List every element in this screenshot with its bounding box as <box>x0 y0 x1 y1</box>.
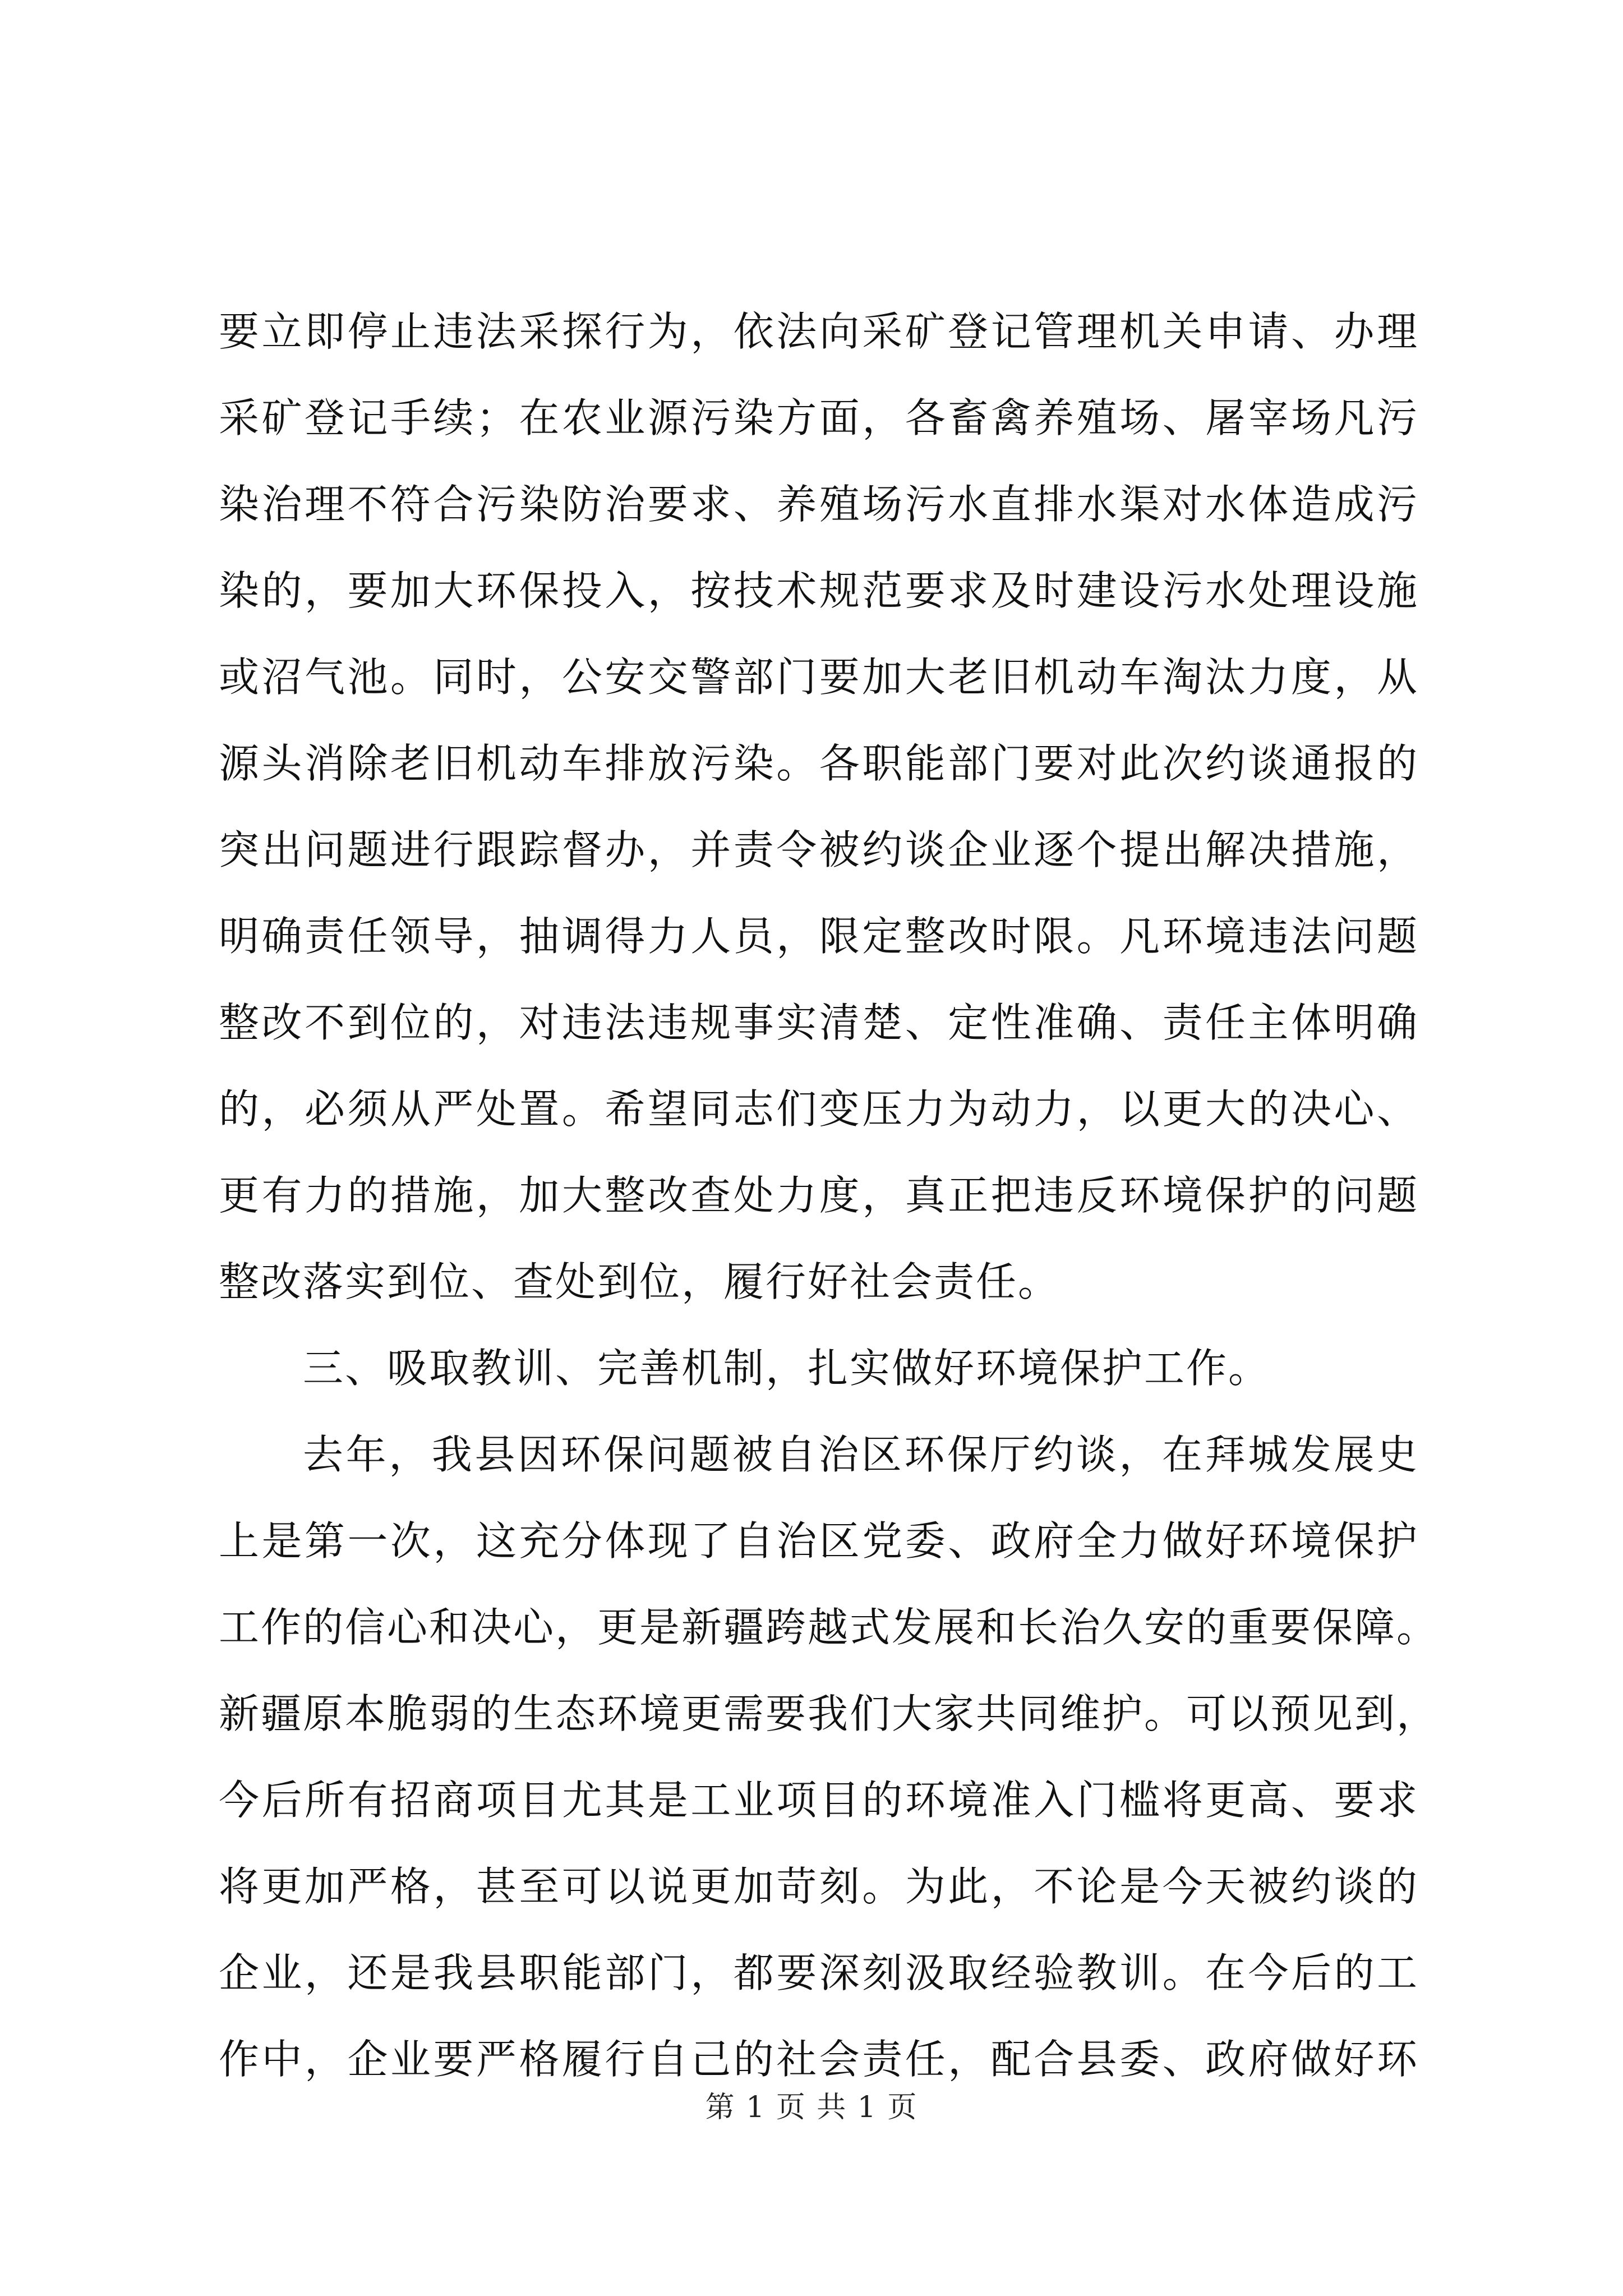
body-text <box>219 288 1439 2102</box>
text-line: 将更加严格，甚至可以说更加苛刻。为此，不论是今天被约谈的 <box>219 1863 1419 1910</box>
text-line: 整改不到位的，对违法违规事实清楚、定性准确、责任主体明确 <box>219 999 1419 1046</box>
text-line: 更有力的措施，加大整改查处力度，真正把违反环境保护的问题 <box>219 1172 1419 1219</box>
text-line: 上是第一次，这充分体现了自治区党委、政府全力做好环境保护 <box>219 1517 1419 1565</box>
text-line: 企业，还是我县职能部门，都要深刻汲取经验教训。在今后的工 <box>219 1949 1419 1996</box>
text-line: 源头消除老旧机动车排放污染。各职能部门要对此次约谈通报的 <box>219 740 1419 787</box>
text-line: 采矿登记手续；在农业源污染方面，各畜禽养殖场、屠宰场凡污 <box>219 394 1419 441</box>
section-heading: 三、吸取教训、完善机制，扎实做好环境保护工作。 <box>303 1345 1271 1392</box>
text-line: 整改落实到位、查处到位，履行好社会责任。 <box>219 1258 1061 1305</box>
text-line: 今后所有招商项目尤其是工业项目的环境准入门槛将更高、要求 <box>219 1777 1419 1824</box>
text-line: 要立即停止违法采探行为，依法向采矿登记管理机关申请、办理 <box>219 308 1419 355</box>
text-line: 或沼气池。同时，公安交警部门要加大老旧机动车淘汰力度，从 <box>219 654 1419 701</box>
text-line: 突出问题进行跟踪督办，并责令被约谈企业逐个提出解决措施， <box>219 826 1419 873</box>
text-line: 的，必须从严处置。希望同志们变压力为动力，以更大的决心、 <box>219 1085 1419 1133</box>
text-line: 染的，要加大环保投入，按技术规范要求及时建设污水处理设施 <box>219 567 1419 614</box>
page-footer: 第 1 页 共 1 页 <box>705 2091 918 2124</box>
text-line: 工作的信心和决心，更是新疆跨越式发展和长治久安的重要保障。 <box>219 1604 1439 1651</box>
text-line: 去年，我县因环保问题被自治区环保厅约谈，在拜城发展史 <box>303 1431 1419 1478</box>
text-line: 作中，企业要严格履行自己的社会责任，配合县委、政府做好环 <box>219 2036 1419 2083</box>
text-line: 新疆原本脆弱的生态环境更需要我们大家共同维护。可以预见到， <box>219 1690 1439 1737</box>
text-line: 明确责任领导，抽调得力人员，限定整改时限。凡环境违法问题 <box>219 913 1419 960</box>
text-line: 染治理不符合污染防治要求、养殖场污水直排水渠对水体造成污 <box>219 481 1419 528</box>
